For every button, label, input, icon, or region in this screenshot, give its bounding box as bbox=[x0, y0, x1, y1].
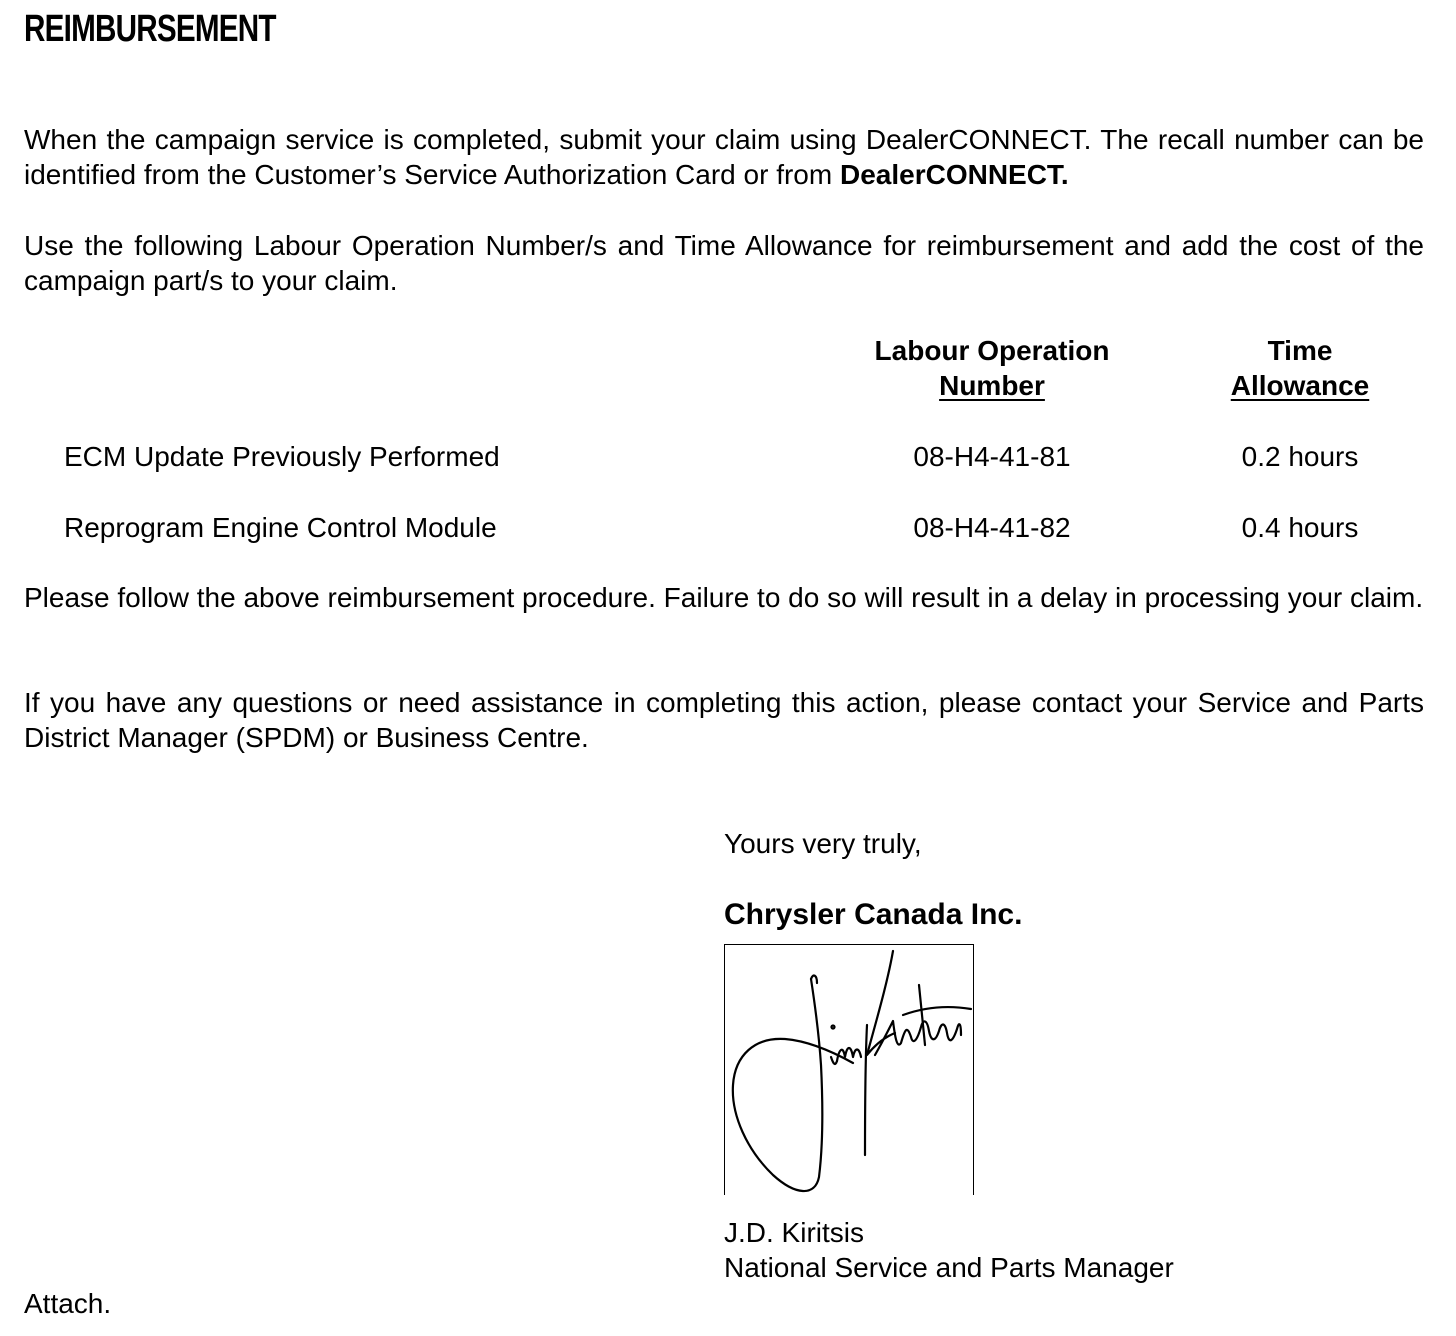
row-2-op-number: 08-H4-41-82 bbox=[913, 512, 1071, 543]
claim-instructions-text: When the campaign service is completed, submit your claim using DealerCONNECT. The recall number can be identified from the Customer’s Service Authorization Card or from bbox=[24, 124, 1424, 190]
dealerconnect-bold: DealerCONNECT. bbox=[839, 159, 1069, 190]
labour-operation-paragraph: Use the following Labour Operation Number/s and Time Allowance for reimbursement and add the cost of the campaign part/s to your claim. bbox=[24, 230, 1424, 296]
closing-salutation: Yours very truly, bbox=[724, 828, 922, 859]
row-1-op-number: 08-H4-41-81 bbox=[913, 441, 1071, 472]
signer-name: J.D. Kiritsis bbox=[724, 1217, 864, 1248]
attachment-note: Attach. bbox=[24, 1288, 112, 1319]
row-2-description: Reprogram Engine Control Module bbox=[64, 512, 497, 543]
labour-header-line1: Labour Operation bbox=[874, 335, 1110, 366]
signature-box bbox=[724, 944, 974, 1195]
company-name: Chrysler Canada Inc. bbox=[724, 898, 1023, 931]
time-allowance-header bbox=[1175, 333, 1425, 403]
time-header-line1: Time bbox=[1267, 335, 1333, 366]
time-header-line2: Allowance bbox=[1230, 370, 1370, 401]
row-1-time: 0.2 hours bbox=[1241, 441, 1359, 472]
row-1-description: ECM Update Previously Performed bbox=[64, 441, 500, 472]
contact-paragraph: If you have any questions or need assistance in completing this action, please contact your Service and Parts District Manager (SPDM) or Business Centre. bbox=[24, 687, 1424, 753]
labour-operation-header bbox=[842, 333, 1142, 403]
claim-instructions-paragraph bbox=[24, 122, 1424, 192]
signer-title: National Service and Parts Manager bbox=[724, 1252, 1174, 1283]
labour-header-line2: Number bbox=[939, 370, 1045, 401]
row-2-time: 0.4 hours bbox=[1241, 512, 1359, 543]
section-heading: REIMBURSEMENT bbox=[24, 8, 276, 50]
procedure-paragraph: Please follow the above reimbursement procedure. Failure to do so will result in a delay in processing your claim. bbox=[24, 582, 1424, 613]
signature-icon bbox=[725, 945, 973, 1195]
